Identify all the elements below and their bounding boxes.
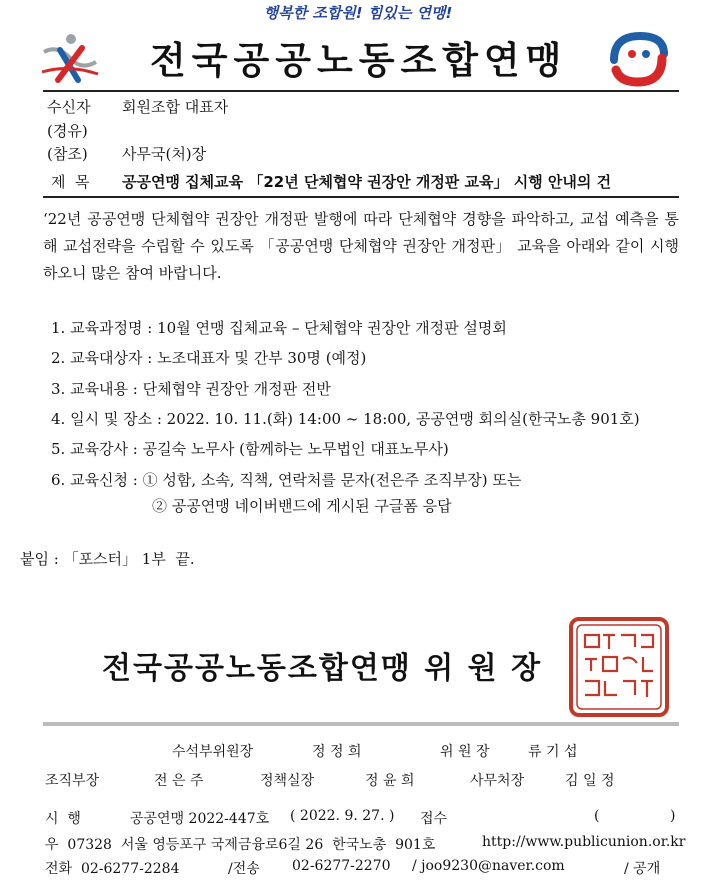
right-logo-icon xyxy=(606,30,670,88)
signer-name: 류 기 섭 xyxy=(528,744,578,760)
list-item-course: 1. 교육과정명 : 10월 연맹 집체교육 – 단체협약 권장안 개정판 설명회 xyxy=(51,319,507,337)
enforce-number: 공공연맹 2022-447호 xyxy=(130,811,270,827)
subject-value: 공공연맹 집체교육 「22년 단체협약 권장안 개정판 교육」 시행 안내의 건 xyxy=(122,173,612,191)
disclosure-status: / 공개 xyxy=(624,861,661,877)
list-item-content: 3. 교육내용 : 단체협약 권장안 개정판 전반 xyxy=(51,380,331,398)
fax-label: /전송 xyxy=(228,861,260,877)
signer-name: 전 은 주 xyxy=(154,773,204,789)
signer-title: 수석부위원장 xyxy=(172,744,254,760)
receive-label: 접수 xyxy=(420,811,448,827)
enforce-date: ( 2022. 9. 27. ) xyxy=(290,808,395,824)
via-label: (경유) xyxy=(47,122,88,140)
receive-open: ( xyxy=(594,808,600,824)
enforce-label: 시 행 xyxy=(45,811,81,827)
reference-value: 사무국(처)장 xyxy=(122,145,207,163)
receive-close: ) xyxy=(670,808,676,824)
website-link[interactable]: http://www.publicunion.or.kr xyxy=(482,834,686,850)
header-rule xyxy=(43,90,679,92)
signer-title: 위 원 장 xyxy=(440,744,490,760)
list-item-schedule: 4. 일시 및 장소 : 2022. 10. 11.(화) 14:00 ~ 18:00, 공공연맹 회의실(한국노총 901호) xyxy=(51,410,640,428)
signer-title: 사무처장 xyxy=(470,773,525,789)
subject-rule xyxy=(43,196,679,198)
signer-title: 정책실장 xyxy=(260,773,315,789)
fax-number: 02-6277-2270 xyxy=(292,858,391,874)
org-title: 전국공공노동조합연맹 xyxy=(150,39,568,82)
footer-org-title: 전국공공노동조합연맹 위 원 장 xyxy=(102,651,543,686)
signer-name: 정 정 희 xyxy=(312,744,362,760)
list-item-application-2: ② 공공연맹 네이버밴드에 게시된 구글폼 응답 xyxy=(152,497,452,515)
email-link[interactable]: / joo9230@naver.com xyxy=(412,858,565,874)
signer-name: 정 윤 희 xyxy=(365,773,415,789)
recipient-value: 회원조합 대표자 xyxy=(122,98,229,116)
subject-label: 제 목 xyxy=(51,173,90,191)
list-item-application: 6. 교육신청 : ① 성함, 소속, 직책, 연락처를 문자(전은주 조직부장) 또는 xyxy=(51,471,522,489)
body-paragraph: ‘22년 공공연맹 단체협약 권장안 개정판 발행에 따라 단체협약 경향을 파악하고, 교섭 예측을 통해 교섭전략을 수립할 수 있도록 「공공연맹 단체협약 권장안 개정판」 교육을 아래와 같이 시행하오니 많은 참여 바랍니다. xyxy=(43,210,679,282)
phone-number: 전화 02-6277-2284 xyxy=(45,861,180,877)
signer-title: 조직부장 xyxy=(45,773,100,789)
recipient-label: 수신자 xyxy=(47,98,91,116)
slogan: 행복한 조합원! 힘있는 연맹! xyxy=(263,4,453,22)
reference-label: (참조) xyxy=(47,145,88,163)
signer-name: 김 일 정 xyxy=(565,773,615,789)
left-logo-icon xyxy=(38,32,102,86)
attachment-line: 붙임 : 「포스터」 1부 끝. xyxy=(20,550,195,568)
list-item-instructor: 5. 교육강사 : 공길숙 노무사 (함께하는 노무법인 대표노무사) xyxy=(51,440,449,458)
list-item-target: 2. 교육대상자 : 노조대표자 및 간부 30명 (예정) xyxy=(51,349,367,367)
address-line: 우 07328 서울 영등포구 국제금융로6길 26 한국노총 901호 xyxy=(45,837,436,853)
official-seal-icon xyxy=(567,615,671,719)
footer-rule xyxy=(43,722,679,726)
